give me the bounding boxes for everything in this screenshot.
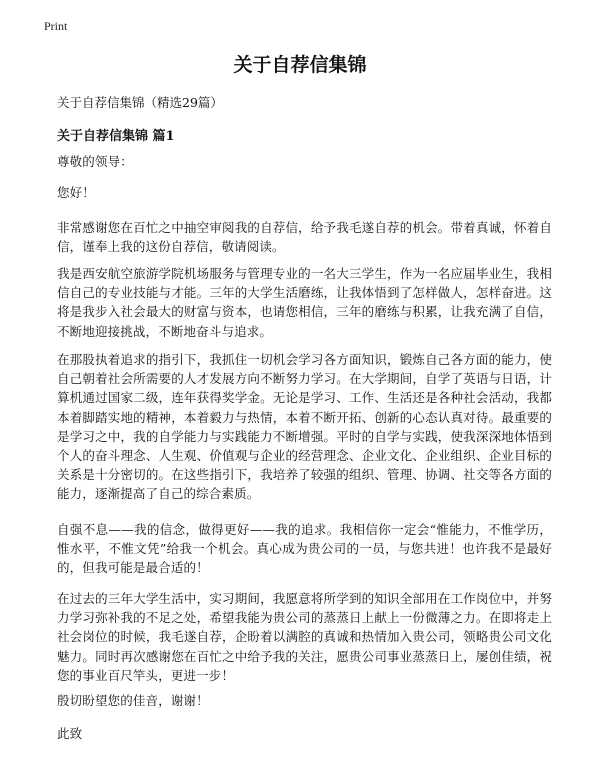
document-subtitle: 关于自荐信集锦（精选29篇）	[57, 95, 223, 110]
print-link[interactable]: Print	[44, 19, 68, 33]
paragraph: 殷切盼望您的佳音，谢谢！	[57, 693, 209, 708]
paragraph: 非常感谢您在百忙之中抽空审阅我的自荐信，给予我毛遂自荐的机会。带着真诚，怀着自信，谨奉上我的这份自荐信，敬请阅读。	[57, 220, 552, 255]
paragraph: 我是西安航空旅游学院机场服务与管理专业的一名大三学生，作为一名应届毕业生，我相信自己的专业技能与才能。三年的大学生活磨练，让我体悟到了怎样做人，怎样奋进。这将是我步入社会最大的财富与资本，也请您相信，三年的磨练与积累，让我充满了自信，不断地迎接挑战，不断地奋斗与追求。	[57, 266, 552, 339]
closing: 此致	[57, 726, 83, 741]
salutation: 尊敬的领导：	[57, 154, 133, 169]
paragraph: 自强不息——我的信念，做得更好——我的追求。我相信你一定会“惟能力，不惟学历，惟水平，不惟文凭”给我一个机会。真心成为贵公司的一员，与您共进！也许我不是最好的，但我可能是最合适的！	[57, 522, 552, 576]
section-title: 关于自荐信集锦 篇1	[57, 129, 175, 144]
paragraph: 在过去的三年大学生活中，实习期间，我愿意将所学到的知识全部用在工作岗位中，并努力学习弥补我的不足之处，希望我能为贵公司的蒸蒸日上献上一份微薄之力。在即将走上社会岗位的时候，我毛遂自荐，企盼着以满腔的真诚和热情加入贵公司，领略贵公司文化魅力。同时再次感谢您在百忙之中给予我的关注，愿贵公司事业蒸蒸日上，屡创佳绩，祝您的事业百尺竿头，更进一步！	[57, 591, 552, 683]
document-title: 关于自荐信集锦	[233, 54, 367, 76]
greeting: 您好！	[57, 185, 95, 200]
paragraph: 在那股执着追求的指引下，我抓住一切机会学习各方面知识，锻炼自己各方面的能力，使自己朝着社会所需要的人才发展方向不断努力学习。在大学期间，自学了英语与日语，计算机通过国家二级，连年获得奖学金。无论是学习、工作、生活还是各种社会活动，我都本着脚踏实地的精神，本着毅力与热情，本着不断开拓、创新的心态认真对待。最重要的是学习之中，我的自学能力与实践能力不断增强。平时的自学与实践，使我深深地体悟到个人的奋斗理念、人生观、价值观与企业的经营理念、企业文化、企业组织、企业目标的关系是十分密切的。在这些指引下，我培养了较强的组织、管理、协调、社交等各方面的能力，逐渐提高了自己的综合素质。	[57, 352, 552, 502]
